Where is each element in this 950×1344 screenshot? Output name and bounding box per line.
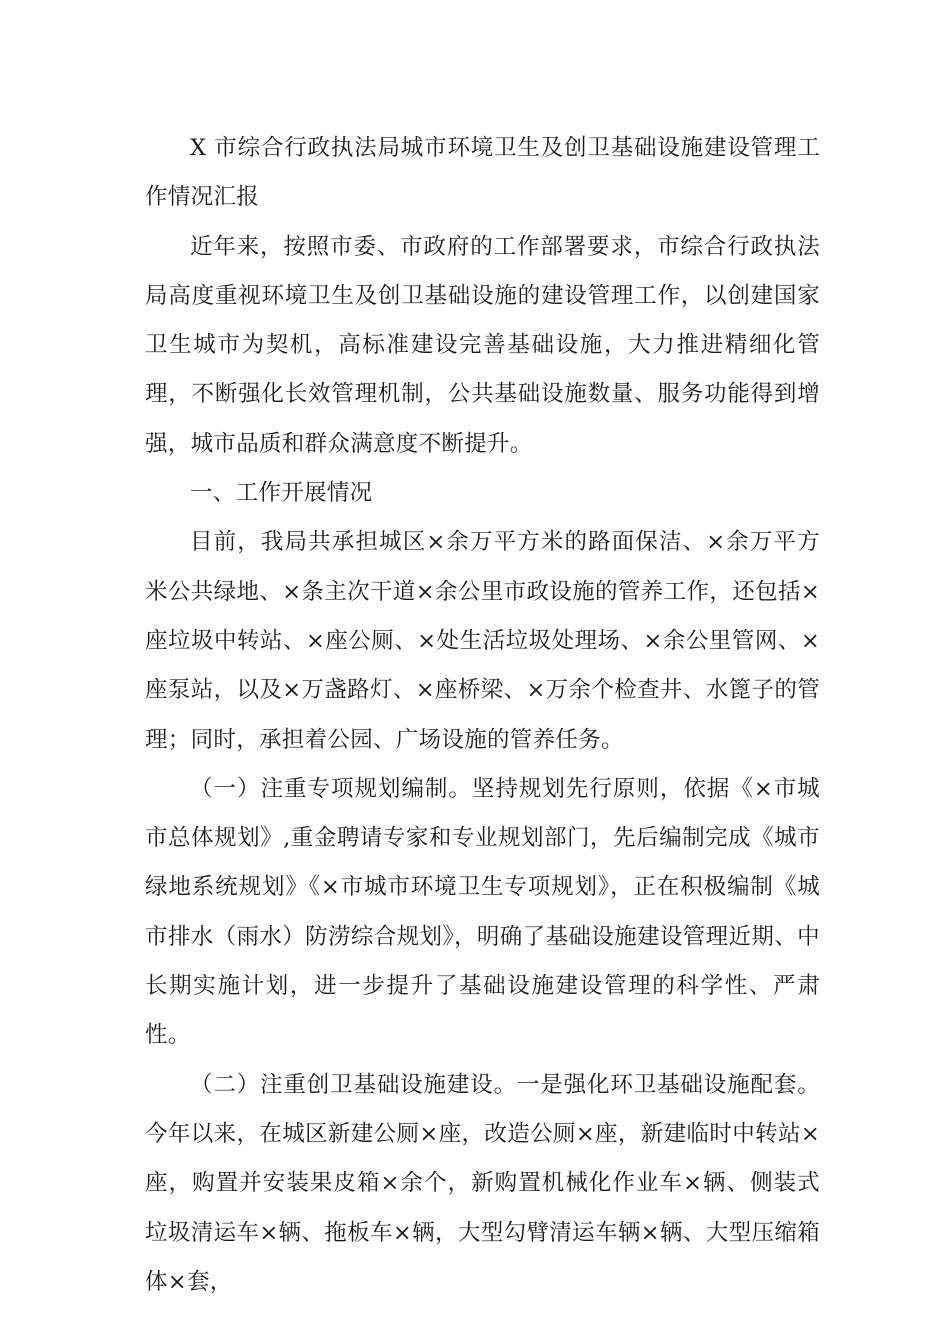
document-title: X 市综合行政执法局城市环境卫生及创卫基础设施建设管理工作情况汇报 [145,135,820,211]
paragraph-planning: （一）注重专项规划编制。坚持规划先行原则，依据《×市城市总体规划》,重金聘请专家和专业规划部门，先后编制完成《城市绿地系统规划》《×市城市环境卫生专项规划》，正在积极编制《城市排水（雨水）防涝综合规划》，明确了基础设施建设管理近期、中长期实施计划，进一步提升了基础设施建设管理的科学性、严肃性。 [145,775,820,1049]
document-body [145,124,820,1307]
paragraph-current-status: 目前，我局共承担城区×余万平方米的路面保洁、×余万平方米公共绿地、×条主次干道×余公里市政设施的管养工作，还包括×座垃圾中转站、×座公厕、×处生活垃圾处理场、×余公里管网、×座泵站，以及×万盏路灯、×座桥梁、×万余个检查井、水篦子的管理；同时，承担着公园、广场设施的管养任务。 [145,529,820,753]
paragraph-infrastructure: （二）注重创卫基础设施建设。一是强化环卫基础设施配套。今年以来，在城区新建公厕×座，改造公厕×座，新建临时中转站×座，购置并安装果皮箱×余个，新购置机械化作业车×辆、侧装式垃圾清运车×辆、拖板车×辆，大型勾臂清运车辆×辆、大型压缩箱体×套， [145,1071,820,1295]
paragraph-intro: 近年来，按照市委、市政府的工作部署要求，市综合行政执法局高度重视环境卫生及创卫基础设施的建设管理工作，以创建国家卫生城市为契机，高标准建设完善基础设施，大力推进精细化管理，不断强化长效管理机制，公共基础设施数量、服务功能得到增强，城市品质和群众满意度不断提升。 [145,233,820,457]
section-heading: 一、工作开展情况 [190,480,373,507]
